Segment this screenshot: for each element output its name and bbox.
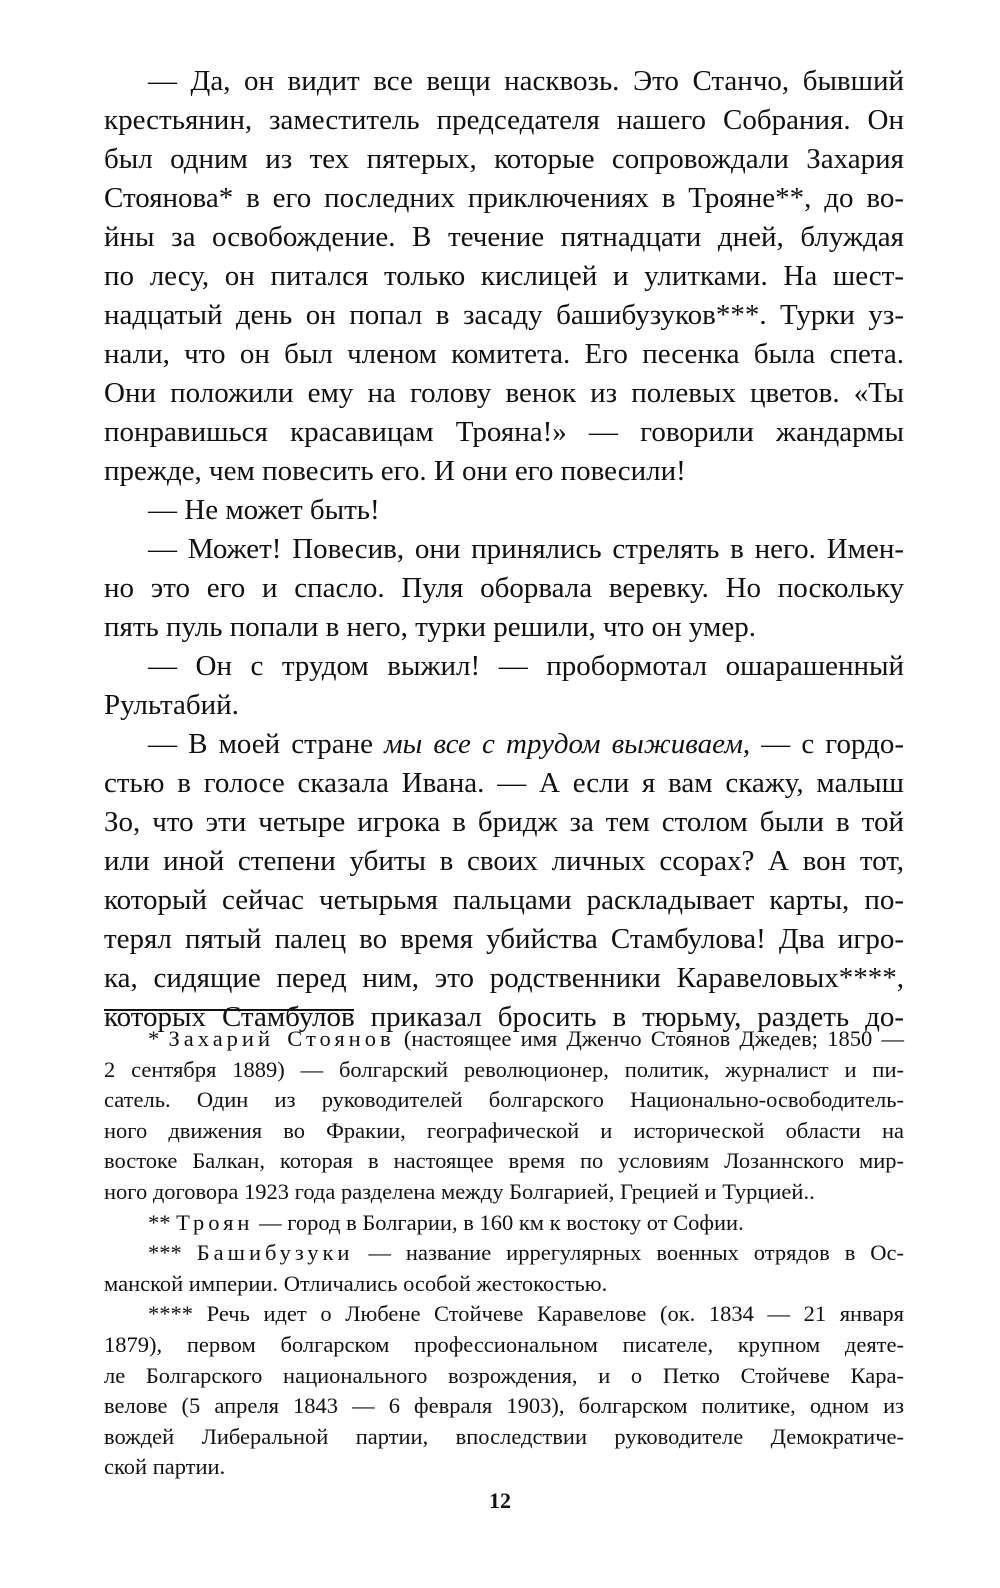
footnote-line: 1879), первом болгарском профессиональном писателе, крупном деяте- [104,1331,904,1357]
footnote-mark: **** [148,1301,193,1327]
footnote-text: (настоящее имя Дженчо Стоянов Джедев; 1850 — [403,1026,904,1051]
text-line: Стоянова* в его последних приключениях в Трояне**, до во- [104,182,904,214]
footnote-mark: * [148,1026,160,1051]
text-line: стью в голосе сказала Ивана. — А если я вам скажу, малыш [104,767,904,799]
text-line: Зо, что эти четыре игрока в бридж за тем столом были в той [104,806,904,838]
footnote-4 [104,1299,904,1330]
footnote-line: 2 сентября 1889) — болгарский революционер, политик, журналист и пи- [104,1056,904,1082]
footnote-line: сатель. Один из руководителей болгарского Национально-освободитель- [104,1087,904,1113]
text-line: понравишься красавицам Трояна!» — говорили жандармы [104,416,904,448]
text-line: Они положили ему на голову венок из полевых цветов. «Ты [104,377,904,409]
text-line [104,725,904,764]
footnote-3 [104,1238,904,1269]
footnote-term: Троян [176,1209,254,1235]
footnote-term: Захарий Стоянов [168,1026,395,1051]
footnote-mark: *** [148,1240,182,1266]
text-line: прежде, чем повесить его. И они его повесили! [104,455,686,487]
text-line: Рультабий. [104,689,239,721]
footnote-1 [104,1024,904,1055]
text-segment: — В моей стране [148,728,373,760]
text-line: крестьянин, заместитель председателя нашего Собрания. Он [104,104,904,136]
page-number: 12 [489,1488,511,1513]
text-line: или иной степени убиты в своих личных ссорах? А вон тот, [104,845,904,877]
text-line: которых Стамбулов приказал бросить в тюрьму, раздеть до- [104,1001,904,1033]
text-line: нали, что он был членом комитета. Его песенка была спета. [104,338,904,370]
footnote-mark: ** [148,1209,171,1235]
footnote-text: Речь идет о Любене Стойчеве Каравелове (ок. 1834 — 21 января [206,1301,904,1327]
footnote-line: велове (5 апреля 1843 — 6 февраля 1903), болгарском политике, одном из [104,1393,904,1419]
footnote-line: ской партии. [104,1454,226,1480]
text-segment: , — с гордо- [742,728,905,760]
text-line: по лесу, он питался только кислицей и улитками. На шест- [104,260,904,292]
footnote-line: ного движения во Фракии, географической и исторической области на [104,1117,904,1143]
footnote-line: вождей Либеральной партии, впоследствии руководителе Демократиче- [104,1423,904,1449]
text-line: — Не может быть! [148,494,380,526]
footnote-line: востоке Балкан, которая в настоящее время по условиям Лозаннского мир- [104,1148,904,1174]
text-line: но это его и спасло. Пуля оборвала веревку. Но поскольку [104,572,904,604]
text-line: йны за освобождение. В течение пятнадцати дней, блуждая [104,221,904,253]
text-line: — Он с трудом выжил! — пробормотал ошарашенный [148,650,904,682]
text-line: — Может! Повесив, они принялись стрелять в него. Имен- [148,533,904,565]
text-line: был одним из тех пятерых, которые сопровождали Захария [104,143,904,175]
text-line: ка, сидящие перед ним, это родственники Каравеловых****, [104,962,904,994]
italic-phrase: мы все с трудом выживаем [384,728,743,760]
text-line: надцатый день он попал в засаду башибузуков***. Турки уз- [104,299,904,331]
footnote-text: — название иррегулярных военных отрядов в Ос- [368,1240,905,1266]
footnote-2 [104,1208,904,1239]
text-line: пять пуль попали в него, турки решили, что он умер. [104,611,756,643]
main-text [104,62,904,1037]
footnote-line: манской империи. Отличались особой жестокостью. [104,1270,608,1296]
footnote-text: — город в Болгарии, в 160 км к востоку от Софии. [259,1209,744,1235]
footnote-line: ного договора 1923 года разделена между Болгарией, Грецией и Турцией.. [104,1178,815,1204]
text-line: — Да, он видит все вещи насквозь. Это Станчо, бывший [148,65,904,97]
footnote-term: Башибузуки [196,1240,354,1266]
text-line: терял пятый палец во время убийства Стамбулова! Два игро- [104,923,904,955]
footnote-divider [104,1009,354,1011]
footnotes [104,1020,904,1483]
text-line: который сейчас четырьмя пальцами раскладывает карты, по- [104,884,904,916]
footnote-line: ле Болгарского национального возрождения, и о Петко Стойчеве Кара- [104,1362,904,1388]
